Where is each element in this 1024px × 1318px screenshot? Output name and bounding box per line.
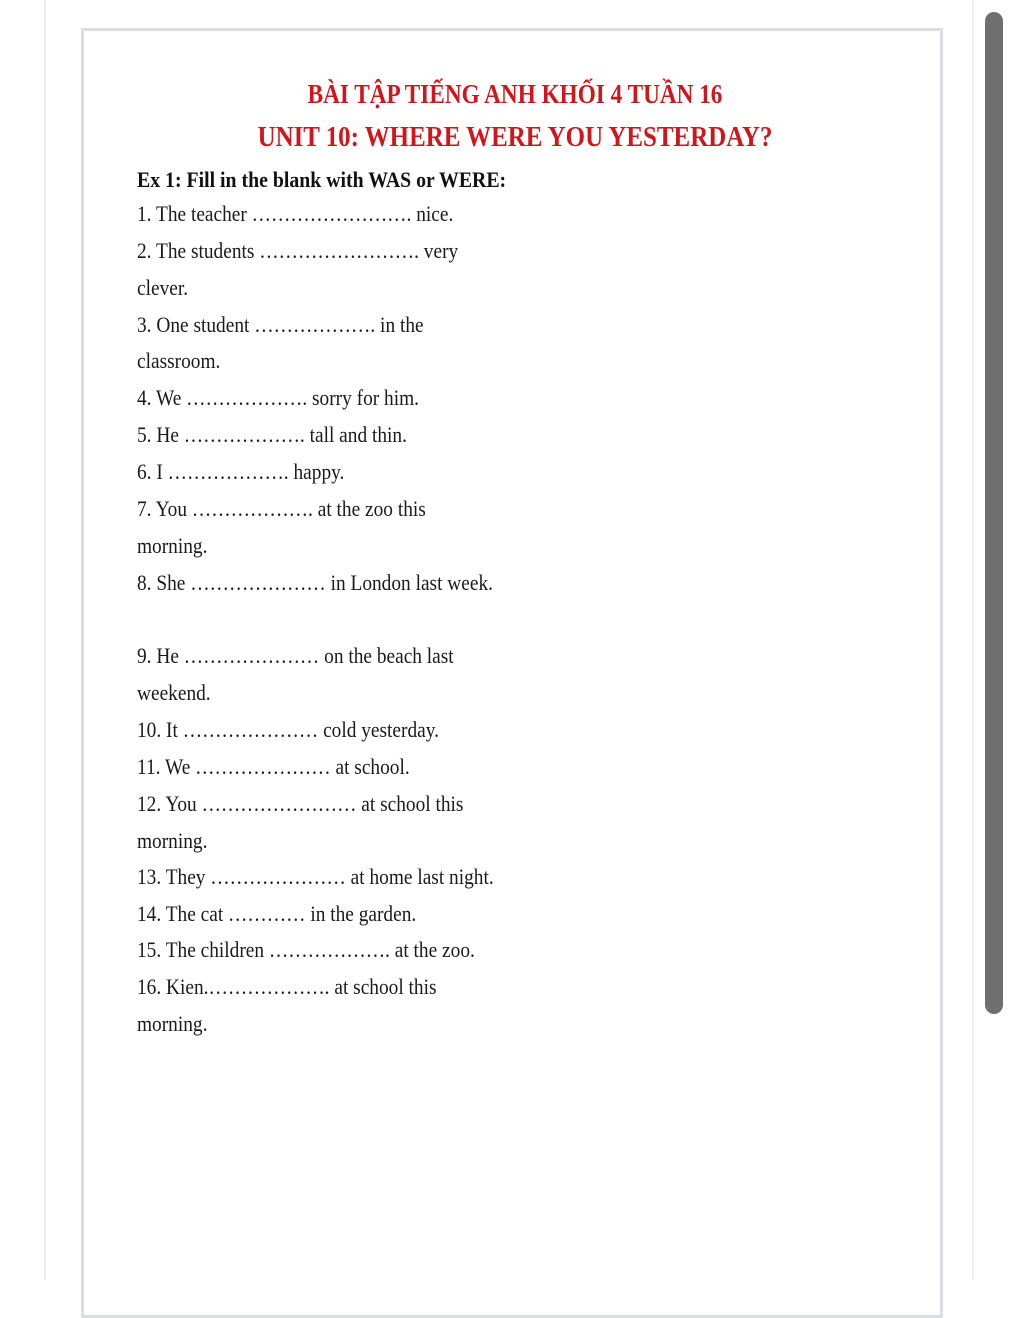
exercise-line: 1. The teacher ……………………. nice. (137, 201, 454, 226)
exercise-line: 13. They ………………… at home last night. (137, 864, 494, 889)
unit-title: UNIT 10: WHERE WERE YOU YESTERDAY? (257, 121, 773, 153)
scrollbar-thumb[interactable] (985, 12, 1003, 1014)
exercise-line: classroom. (137, 348, 221, 373)
exercise-line: 4. We ………………. sorry for him. (137, 385, 420, 410)
exercise-line: 14. The cat ………… in the garden. (137, 901, 417, 926)
exercise-line: 15. The children ………………. at the zoo. (137, 937, 475, 962)
viewer-right-edge (972, 0, 974, 1280)
exercise-line: 16. Kien.………………. at school this (137, 974, 437, 999)
exercise-line: morning. (137, 533, 208, 558)
exercise-line: 9. He ………………… on the beach last (137, 643, 454, 668)
exercise-line: 10. It ………………… cold yesterday. (137, 717, 440, 742)
exercise-line: 8. She ………………… in London last week. (137, 570, 493, 595)
exercise-line: morning. (137, 1011, 208, 1036)
exercise-line: 7. You ………………. at the zoo this (137, 496, 426, 521)
exercise-line: 11. We ………………… at school. (137, 754, 410, 779)
viewer-left-edge (44, 0, 46, 1280)
exercise-line: morning. (137, 828, 208, 853)
worksheet-title: BÀI TẬP TIẾNG ANH KHỐI 4 TUẦN 16 (307, 79, 723, 109)
exercise-line: 5. He ………………. tall and thin. (137, 422, 407, 447)
document-page (81, 28, 943, 1318)
exercise-line: weekend. (137, 680, 211, 705)
exercise-line: clever. (137, 275, 189, 300)
exercise-line: 2. The students ……………………. very (137, 238, 459, 263)
exercise-line: 3. One student ………………. in the (137, 312, 424, 337)
vertical-scrollbar[interactable] (985, 10, 1003, 1270)
exercise-line: 6. I ………………. happy. (137, 459, 345, 484)
exercise-heading: Ex 1: Fill in the blank with WAS or WERE: (137, 167, 507, 192)
exercise-line: 12. You …………………… at school this (137, 791, 464, 816)
